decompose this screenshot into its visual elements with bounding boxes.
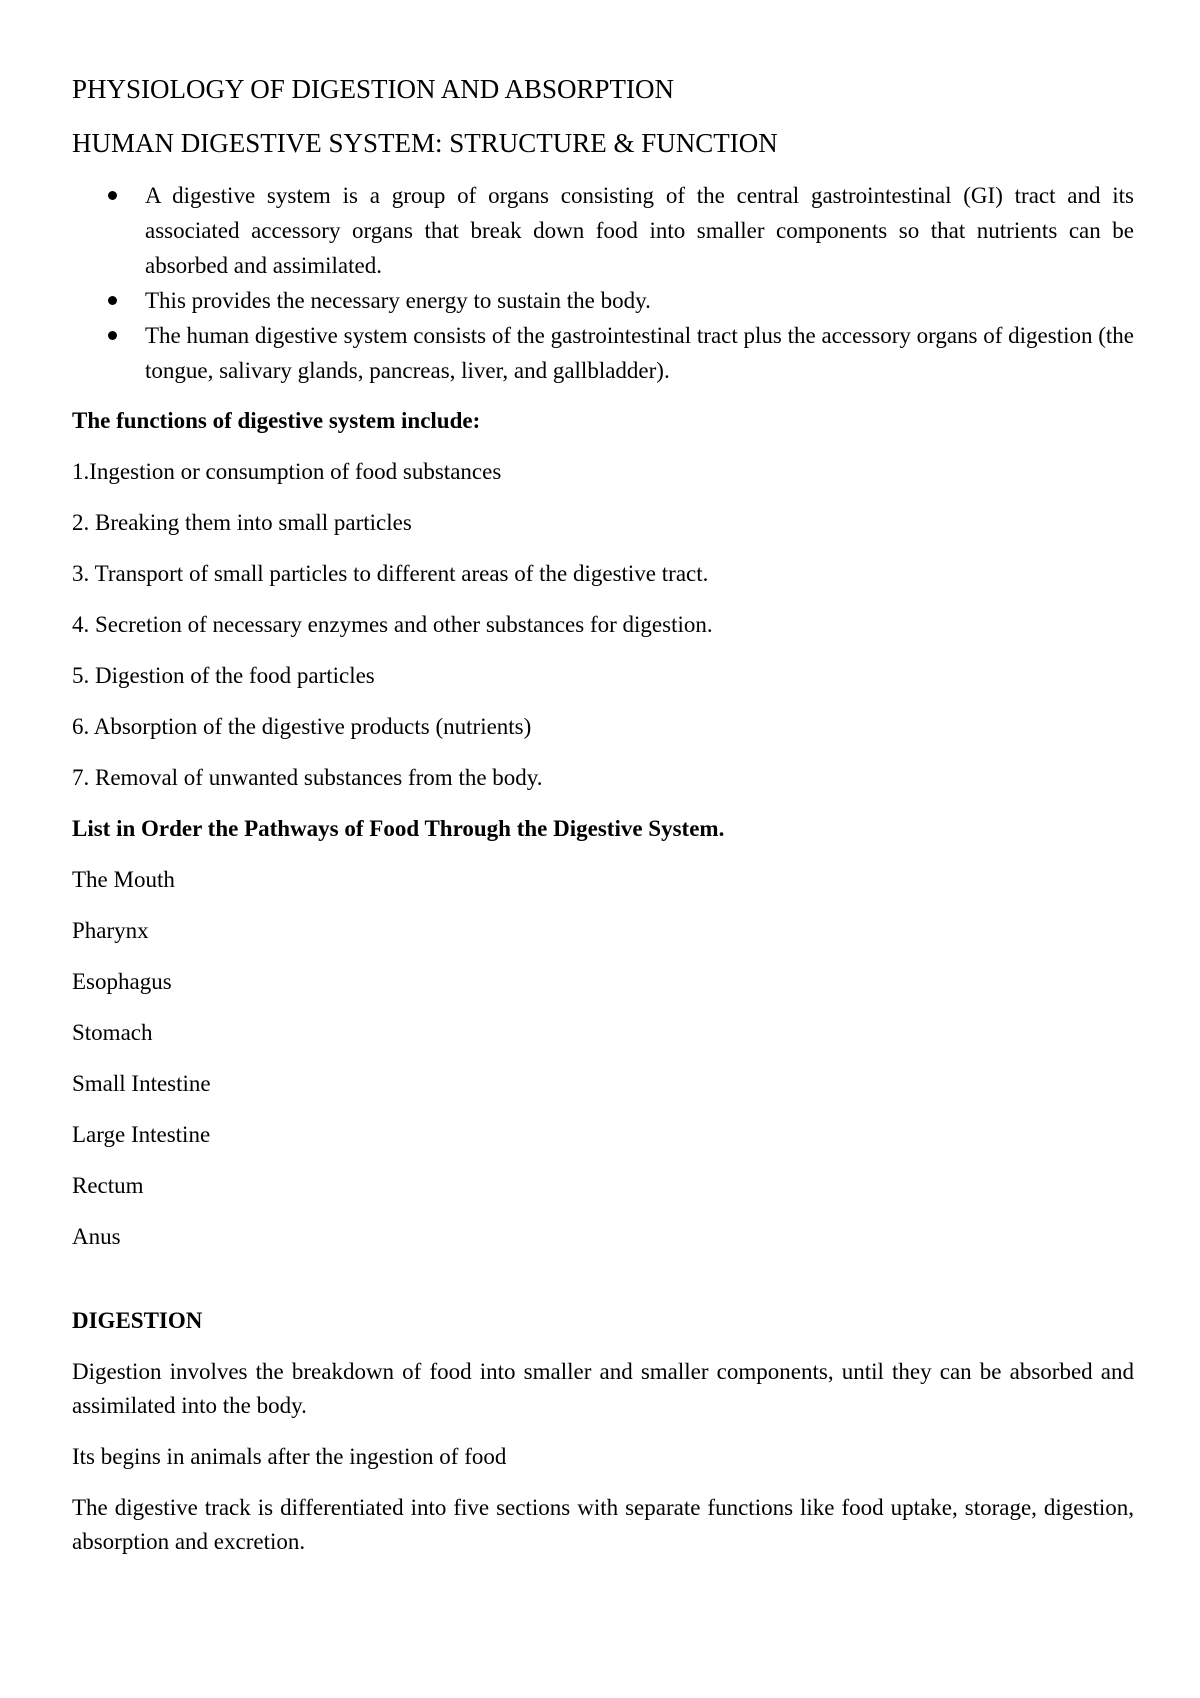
pathway-item: Large Intestine	[72, 1122, 211, 1147]
bullet-icon	[108, 331, 117, 340]
digestion-paragraph: Digestion involves the breakdown of food into smaller and smaller components, until they can be absorbed and assimilated into the body.	[72, 1359, 1134, 1418]
functions-heading: The functions of digestive system include:	[72, 408, 481, 433]
digestion-paragraph: Its begins in animals after the ingestion of food	[72, 1444, 507, 1469]
bullet-icon	[108, 296, 117, 305]
bullet-item	[72, 318, 1134, 388]
function-item: 2. Breaking them into small particles	[72, 510, 412, 535]
bullet-text: A digestive system is a group of organs consisting of the central gastrointestinal (GI) tract and its associated accessory organs that break down food into smaller components so that nutrients can be absorbed and assimilated.	[145, 183, 1134, 278]
document-title: PHYSIOLOGY OF DIGESTION AND ABSORPTION	[72, 74, 675, 104]
function-item: 6. Absorption of the digestive products (nutrients)	[72, 714, 532, 739]
bullet-icon	[108, 191, 117, 200]
bullet-text: This provides the necessary energy to sustain the body.	[145, 288, 651, 313]
pathway-item: The Mouth	[72, 867, 175, 892]
function-item: 4. Secretion of necessary enzymes and other substances for digestion.	[72, 612, 713, 637]
pathway-item: Small Intestine	[72, 1071, 211, 1096]
digestion-paragraph: The digestive track is differentiated into five sections with separate functions like food uptake, storage, digestion, absorption and excretion.	[72, 1495, 1134, 1554]
pathway-heading: List in Order the Pathways of Food Through the Digestive System.	[72, 816, 725, 841]
function-item: 7. Removal of unwanted substances from the body.	[72, 765, 543, 790]
function-item: 3. Transport of small particles to different areas of the digestive tract.	[72, 561, 709, 586]
pathway-item: Esophagus	[72, 969, 172, 994]
section-title: HUMAN DIGESTIVE SYSTEM: STRUCTURE & FUNCTION	[72, 128, 778, 158]
bullet-item	[72, 283, 1134, 318]
pathway-item: Stomach	[72, 1020, 153, 1045]
pathway-item: Pharynx	[72, 918, 149, 943]
pathway-item: Anus	[72, 1224, 121, 1249]
function-item: 5. Digestion of the food particles	[72, 663, 375, 688]
digestion-heading: DIGESTION	[72, 1308, 203, 1333]
document-page	[72, 72, 1134, 1576]
function-item: 1.Ingestion or consumption of food substances	[72, 459, 502, 484]
intro-bullet-list	[72, 178, 1134, 388]
bullet-item	[72, 178, 1134, 283]
section-spacer	[72, 1271, 1134, 1304]
bullet-text: The human digestive system consists of the gastrointestinal tract plus the accessory organs of digestion (the tongue, salivary glands, pancreas, liver, and gallbladder).	[145, 323, 1134, 383]
pathway-item: Rectum	[72, 1173, 144, 1198]
